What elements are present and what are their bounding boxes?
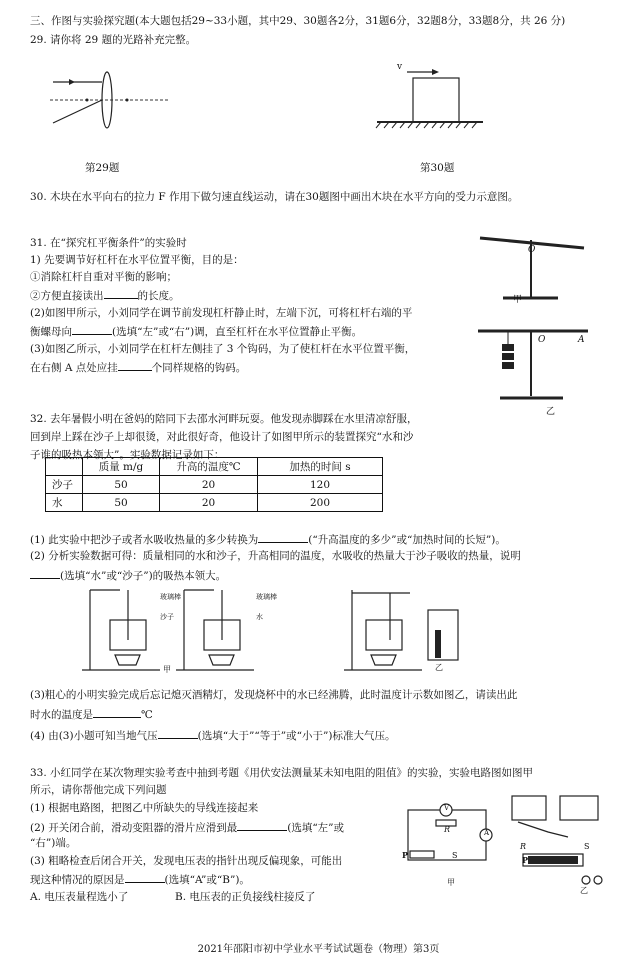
q32-fig-label-4: 水 xyxy=(256,613,263,621)
q32-s3: (3)粗心的小明实验完成后忘记熄灭酒精灯，发现烧杯中的水已经沸腾，此时温度计示数如图乙，请读出此 xyxy=(30,689,518,701)
table-header-row xyxy=(46,458,383,476)
q33-fig-a: A xyxy=(484,829,490,837)
section-header: 三、作图与实验探究题(本大题包括29~33小题，其中29、30题各2分，31题6分，32题8分，33题8分，共 26 分) xyxy=(30,15,566,27)
q32-s4: (4) 由(3)小题可知当地气压 (选填“大于”“等于”或“小于”)标准大气压。 xyxy=(30,727,396,743)
q31-line1: 31. 在“探究杠平衡条件”的实验时 xyxy=(30,237,187,249)
q30-text: 30. 木块在水平向右的拉力 F 作用下做匀速直线运动，请在30题图中画出木块在水平方向的受力示意图。 xyxy=(30,191,519,203)
q33-option-a: A. 电压表量程选小了 xyxy=(30,891,129,903)
table-header xyxy=(46,458,83,476)
page-footer: 2021年邵阳市初中学业水平考试试题卷（物理）第3页 xyxy=(197,944,440,955)
q33-fig-r2: R xyxy=(520,842,527,851)
q32-fig-label-3: 玻璃棒 xyxy=(256,593,277,601)
q31-line6: 衡螺母向 (选填“左”或“右”)调，直至杠杆在水平位置静止平衡。 xyxy=(30,323,362,339)
table-cell: 50 xyxy=(83,494,160,512)
q33-s3: (3) 粗略检查后闭合开关，发现电压表的指针出现反偏现象，可能出 xyxy=(30,855,343,867)
q31-line7: (3)如图乙所示，小刘同学在杠杆左侧挂了 3 个钩码，为了使杠杆在水平位置平衡， xyxy=(30,343,416,355)
q31-fig-o2: O xyxy=(538,335,546,345)
q30-v-label: v xyxy=(397,62,403,72)
q33-s2: (2) 开关闭合前，滑动变阻器的滑片应滑到最 (选填“左”或 xyxy=(30,819,344,835)
table-row xyxy=(46,476,383,494)
q32-fig-label-1: 玻璃棒 xyxy=(160,593,181,601)
q33-fig-v: V xyxy=(444,804,450,812)
q33-s3b: 现这种情况的原因是 (选填“A”或“B”)。 xyxy=(30,871,250,887)
table-cell: 120 xyxy=(258,476,383,494)
q32-line3: 子谁的吸热本领大”。实验数据记录如下： xyxy=(30,449,225,461)
q33-fig-p2: P xyxy=(522,855,529,865)
table-cell: 20 xyxy=(160,476,258,494)
q32-line1: 32. 去年暑假小明在爸妈的陪同下去邵水河畔玩耍。他发现赤脚踩在水里清凉舒服， xyxy=(30,413,418,425)
q31-blank-3[interactable] xyxy=(118,359,152,371)
q33-fig-s2: S xyxy=(584,842,590,851)
q33-option-b: B. 电压表的正负接线柱接反了 xyxy=(175,891,316,903)
q33-fig-s: S xyxy=(452,851,458,860)
q33-equipment-figure xyxy=(508,792,618,887)
q33-fig-r: R xyxy=(444,825,451,834)
table-header: 质量 m/g xyxy=(83,458,160,476)
table-header: 加热的时间 s xyxy=(258,458,383,476)
q33-fig-jia: 甲 xyxy=(447,878,455,887)
table-cell: 200 xyxy=(258,494,383,512)
table-cell: 沙子 xyxy=(46,476,83,494)
q32-blank-1[interactable] xyxy=(258,531,308,543)
q29-text: 29. 请你将 29 题的光路补充完整。 xyxy=(30,34,197,46)
q33-line2: 所示，请你帮他完成下列问题 xyxy=(30,784,167,796)
q32-data-table xyxy=(45,457,383,512)
table-header: 升高的温度℃ xyxy=(160,458,258,476)
q29-lens-figure xyxy=(45,68,175,138)
table-cell: 20 xyxy=(160,494,258,512)
q33-line1: 33. 小红同学在某次物理实验考查中抽到考题《用伏安法测量某未知电阻的阻值》的实验，实验电路图如图甲 xyxy=(30,767,534,779)
q31-lever-figure xyxy=(478,226,598,411)
q31-fig-jia: 甲 xyxy=(513,295,523,305)
table-cell: 50 xyxy=(83,476,160,494)
q29-caption: 第29题 xyxy=(85,162,120,174)
q31-fig-a: A xyxy=(578,335,585,345)
q32-heating-figure xyxy=(80,585,480,680)
q32-s2b: (选填“水”或“沙子”)的吸热本领大。 xyxy=(30,567,226,583)
q33-s2c: “右”)端。 xyxy=(30,837,77,849)
q33-fig-yi: 乙 xyxy=(580,886,588,895)
q32-fig-label-2: 沙子 xyxy=(160,613,174,621)
q31-line3: ①消除杠杆自重对平衡的影响； xyxy=(30,271,177,283)
q30-block-figure xyxy=(375,62,485,132)
q32-s1: (1) 此实验中把沙子或者水吸收热量的多少转换为 (“升高温度的多少”或“加热时间的长短”)。 xyxy=(30,531,506,547)
q32-blank-3[interactable] xyxy=(93,706,141,718)
q32-s3b: 时水的温度是 ℃ xyxy=(30,706,153,722)
q33-fig-p: P xyxy=(402,850,409,860)
q32-fig-yi: 乙 xyxy=(435,663,443,672)
q31-line5: (2)如图甲所示，小刘同学在调节前发现杠杆静止时，左端下沉，可将杠杆右端的平 xyxy=(30,307,413,319)
q32-blank-2[interactable] xyxy=(30,567,60,579)
table-row xyxy=(46,494,383,512)
q33-blank-2[interactable] xyxy=(125,871,165,883)
q32-s2: (2) 分析实验数据可得：质量相同的水和沙子，升高相同的温度，水吸收的热量大于沙子吸收的热量，说明 xyxy=(30,550,521,562)
q31-fig-o1: O xyxy=(528,245,536,255)
q31-line2: 1) 先要调节好杠杆在水平位置平衡，目的是： xyxy=(30,254,244,266)
q31-line4: ②方便直接读出 的长度。 xyxy=(30,287,180,303)
q30-caption: 第30题 xyxy=(420,162,455,174)
q31-fig-yi: 乙 xyxy=(546,407,556,417)
q32-fig-jia: 甲 xyxy=(163,665,171,674)
q33-blank-1[interactable] xyxy=(237,819,287,831)
q31-line8: 在右侧 A 点处应挂 个同样规格的钩码。 xyxy=(30,359,246,375)
q31-blank-1[interactable] xyxy=(104,287,138,299)
q31-blank-2[interactable] xyxy=(72,323,112,335)
q33-s1: (1) 根据电路图，把图乙中所缺失的导线连接起来 xyxy=(30,802,259,814)
q32-line2: 回到岸上踩在沙子上却很烫，对此很好奇，他设计了如图甲所示的装置探究“水和沙 xyxy=(30,431,414,443)
table-cell: 水 xyxy=(46,494,83,512)
q32-blank-4[interactable] xyxy=(158,727,198,739)
